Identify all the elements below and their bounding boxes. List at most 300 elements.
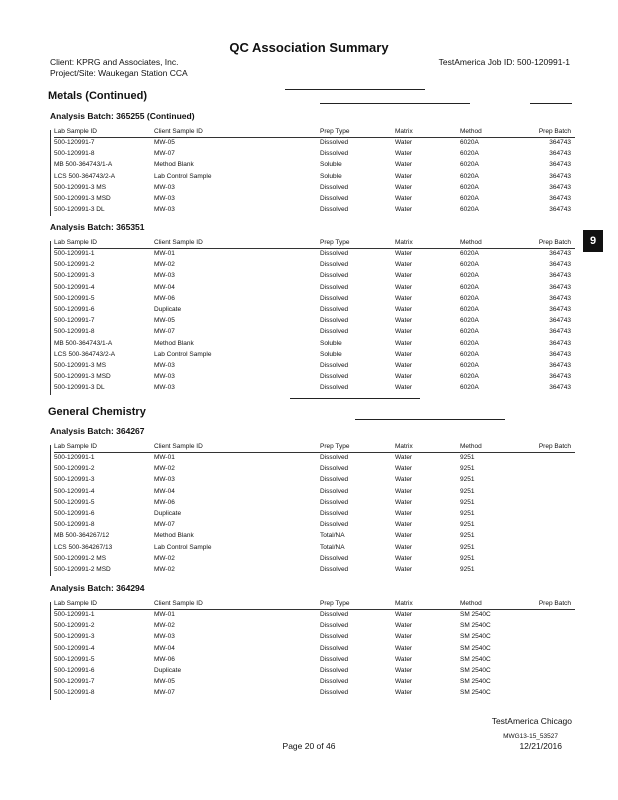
section-title-general-chemistry: General Chemistry (48, 406, 146, 418)
page-title: QC Association Summary (229, 40, 389, 55)
page-number: Page 20 of 46 (282, 741, 336, 751)
cell-prep-type: Soluble (320, 172, 342, 180)
cell-prep-batch: 364743 (549, 294, 571, 302)
cell-client-sample-id: Method Blank (154, 339, 194, 347)
cell-lab-sample-id: 500-120991-4 (54, 487, 95, 495)
column-header-lab-sample-id: Lab Sample ID (54, 239, 97, 246)
cell-method: 9251 (460, 543, 475, 551)
cell-prep-type: Dissolved (320, 328, 349, 336)
cell-matrix: Water (395, 678, 413, 686)
cell-prep-batch: 364743 (549, 150, 571, 158)
column-header-prep-type: Prep Type (320, 128, 350, 135)
column-header-matrix: Matrix (395, 239, 413, 246)
table-row (50, 543, 575, 554)
cell-client-sample-id: Duplicate (154, 509, 182, 517)
table-row (50, 138, 575, 149)
cell-lab-sample-id: 500-120991-4 (54, 644, 95, 652)
cell-prep-type: Dissolved (320, 498, 349, 506)
cell-method: SM 2540C (460, 666, 491, 674)
client-name: Client: KPRG and Associates, Inc. (50, 57, 179, 67)
batch-title: Analysis Batch: 365255 (Continued) (50, 111, 195, 121)
cell-lab-sample-id: 500-120991-3 (54, 476, 95, 484)
cell-method: 6020A (460, 305, 479, 313)
qc-table (50, 442, 575, 576)
table-row (50, 666, 575, 677)
table-row (50, 316, 575, 327)
cell-client-sample-id: MW-03 (154, 476, 175, 484)
cell-method: SM 2540C (460, 644, 491, 652)
column-header-matrix: Matrix (395, 128, 413, 135)
cell-matrix: Water (395, 633, 413, 641)
table-row (50, 688, 575, 699)
cell-matrix: Water (395, 139, 413, 146)
cell-method: 9251 (460, 509, 475, 517)
cell-prep-batch: 364743 (549, 139, 571, 146)
cell-prep-type: Dissolved (320, 261, 349, 269)
cell-matrix: Water (395, 183, 413, 191)
batch-title: Analysis Batch: 365351 (50, 222, 145, 232)
cell-method: 6020A (460, 339, 479, 347)
cell-client-sample-id: Lab Control Sample (154, 172, 212, 180)
cell-method: 6020A (460, 172, 479, 180)
cell-client-sample-id: MW-02 (154, 554, 175, 562)
cell-method: 6020A (460, 361, 479, 369)
cell-prep-batch: 364743 (549, 317, 571, 325)
column-header-prep-type: Prep Type (320, 239, 350, 246)
cell-client-sample-id: MW-02 (154, 565, 175, 573)
table-row (50, 475, 575, 486)
column-header-matrix: Matrix (395, 600, 413, 607)
cell-matrix: Water (395, 622, 413, 630)
cell-prep-batch: 364743 (549, 361, 571, 369)
cell-client-sample-id: MW-03 (154, 183, 175, 191)
cell-matrix: Water (395, 644, 413, 652)
cell-lab-sample-id: 500-120991-8 (54, 521, 95, 529)
cell-method: SM 2540C (460, 611, 491, 618)
table-row (50, 361, 575, 372)
cell-method: SM 2540C (460, 622, 491, 630)
cell-lab-sample-id: 500-120991-1 (54, 250, 95, 257)
table-bracket (50, 602, 51, 700)
table-row (50, 610, 575, 621)
cell-prep-type: Dissolved (320, 384, 349, 392)
cell-matrix: Water (395, 554, 413, 562)
cell-prep-type: Dissolved (320, 272, 349, 280)
table-row (50, 205, 575, 216)
cell-matrix: Water (395, 543, 413, 551)
table-row (50, 183, 575, 194)
column-header-prep-batch: Prep Batch (538, 239, 571, 246)
cell-matrix: Water (395, 689, 413, 697)
cell-prep-type: Dissolved (320, 509, 349, 517)
cell-method: 6020A (460, 373, 479, 381)
cell-matrix: Water (395, 206, 413, 214)
table-header (50, 127, 575, 138)
table-row (50, 372, 575, 383)
table-row (50, 498, 575, 509)
cell-prep-batch: 364743 (549, 161, 571, 169)
cell-prep-type: Dissolved (320, 206, 349, 214)
cell-prep-type: Dissolved (320, 150, 349, 158)
cell-matrix: Water (395, 350, 413, 358)
cell-method: 6020A (460, 139, 479, 146)
cell-matrix: Water (395, 565, 413, 573)
table-row (50, 283, 575, 294)
cell-client-sample-id: MW-02 (154, 622, 175, 630)
cell-matrix: Water (395, 611, 413, 618)
cell-client-sample-id: MW-07 (154, 689, 175, 697)
cell-method: 6020A (460, 350, 479, 358)
cell-lab-sample-id: 500-120991-7 (54, 678, 95, 686)
cell-lab-sample-id: 500-120991-3 (54, 633, 95, 641)
table-row (50, 383, 575, 394)
cell-lab-sample-id: LCS 500-364743/2-A (54, 172, 116, 180)
cell-lab-sample-id: 500-120991-2 MSD (54, 565, 111, 573)
cell-lab-sample-id: 500-120991-7 (54, 317, 95, 325)
table-header (50, 442, 575, 453)
cell-prep-batch: 364743 (549, 373, 571, 381)
cell-prep-type: Dissolved (320, 666, 349, 674)
table-row (50, 520, 575, 531)
cell-matrix: Water (395, 532, 413, 540)
cell-prep-type: Dissolved (320, 678, 349, 686)
cell-matrix: Water (395, 476, 413, 484)
cell-lab-sample-id: 500-120991-3 (54, 272, 95, 280)
cell-client-sample-id: MW-05 (154, 678, 175, 686)
cell-matrix: Water (395, 272, 413, 280)
cell-lab-sample-id: 500-120991-8 (54, 328, 95, 336)
section-rule (320, 103, 470, 104)
section-rule (530, 103, 572, 104)
cell-client-sample-id: MW-03 (154, 272, 175, 280)
cell-client-sample-id: MW-05 (154, 139, 175, 146)
table-row (50, 327, 575, 338)
cell-lab-sample-id: 500-120991-2 (54, 622, 95, 630)
cell-client-sample-id: MW-07 (154, 328, 175, 336)
cell-prep-type: Soluble (320, 161, 342, 169)
batch-title: Analysis Batch: 364294 (50, 583, 145, 593)
cell-method: 6020A (460, 250, 479, 257)
cell-prep-batch: 364743 (549, 250, 571, 257)
column-header-lab-sample-id: Lab Sample ID (54, 443, 97, 450)
cell-client-sample-id: MW-02 (154, 261, 175, 269)
table-row (50, 531, 575, 542)
cell-prep-type: Soluble (320, 350, 342, 358)
cell-lab-sample-id: MB 500-364267/12 (54, 532, 110, 540)
column-header-prep-type: Prep Type (320, 600, 350, 607)
cell-prep-type: Dissolved (320, 361, 349, 369)
cell-matrix: Water (395, 655, 413, 663)
cell-client-sample-id: MW-06 (154, 498, 175, 506)
cell-method: 6020A (460, 206, 479, 214)
column-header-method: Method (460, 239, 482, 246)
column-header-prep-batch: Prep Batch (538, 600, 571, 607)
cell-prep-type: Dissolved (320, 183, 349, 191)
cell-prep-type: Dissolved (320, 250, 349, 257)
column-header-prep-batch: Prep Batch (538, 128, 571, 135)
cell-prep-type: Dissolved (320, 644, 349, 652)
cell-lab-sample-id: 500-120991-3 MS (54, 361, 107, 369)
cell-lab-sample-id: MB 500-364743/1-A (54, 161, 113, 169)
cell-client-sample-id: Duplicate (154, 666, 182, 674)
cell-prep-type: Dissolved (320, 454, 349, 461)
cell-lab-sample-id: 500-120991-4 (54, 283, 95, 291)
table-row (50, 294, 575, 305)
cell-method: 6020A (460, 317, 479, 325)
table-row (50, 554, 575, 565)
qc-table (50, 599, 575, 700)
column-header-client-sample-id: Client Sample ID (154, 443, 203, 450)
cell-prep-type: Total/NA (320, 543, 345, 551)
cell-prep-type: Dissolved (320, 611, 349, 618)
table-row (50, 249, 575, 260)
cell-prep-batch: 364743 (549, 283, 571, 291)
footer-lab-name: TestAmerica Chicago (491, 716, 572, 726)
cell-prep-batch: 364743 (549, 183, 571, 191)
cell-method: 6020A (460, 328, 479, 336)
table-row (50, 260, 575, 271)
table-row (50, 350, 575, 361)
cell-lab-sample-id: 500-120991-5 (54, 294, 95, 302)
cell-matrix: Water (395, 172, 413, 180)
cell-prep-type: Dissolved (320, 465, 349, 473)
cell-client-sample-id: MW-03 (154, 361, 175, 369)
table-row (50, 655, 575, 666)
table-row (50, 565, 575, 576)
cell-prep-batch: 364743 (549, 261, 571, 269)
cell-method: 9251 (460, 454, 475, 461)
qc-table (50, 127, 575, 216)
cell-prep-type: Dissolved (320, 283, 349, 291)
cell-matrix: Water (395, 194, 413, 202)
cell-prep-type: Dissolved (320, 689, 349, 697)
cell-method: 9251 (460, 565, 475, 573)
table-row (50, 677, 575, 688)
footer-date: 12/21/2016 (519, 741, 562, 751)
cell-client-sample-id: MW-04 (154, 487, 175, 495)
cell-lab-sample-id: 500-120991-2 MS (54, 554, 107, 562)
column-header-lab-sample-id: Lab Sample ID (54, 600, 97, 607)
cell-client-sample-id: MW-06 (154, 655, 175, 663)
cell-lab-sample-id: 500-120991-2 (54, 465, 95, 473)
table-bracket (50, 130, 51, 216)
table-header (50, 238, 575, 249)
cell-prep-type: Dissolved (320, 487, 349, 495)
cell-client-sample-id: Lab Control Sample (154, 543, 212, 551)
cell-matrix: Water (395, 328, 413, 336)
cell-client-sample-id: Method Blank (154, 532, 194, 540)
cell-client-sample-id: Method Blank (154, 161, 194, 169)
cell-client-sample-id: MW-07 (154, 150, 175, 158)
cell-client-sample-id: MW-07 (154, 521, 175, 529)
cell-prep-type: Dissolved (320, 305, 349, 313)
cell-matrix: Water (395, 250, 413, 257)
table-row (50, 453, 575, 464)
cell-matrix: Water (395, 361, 413, 369)
cell-matrix: Water (395, 373, 413, 381)
cell-client-sample-id: MW-06 (154, 294, 175, 302)
cell-lab-sample-id: 500-120991-3 MSD (54, 194, 111, 202)
column-header-method: Method (460, 600, 482, 607)
cell-lab-sample-id: 500-120991-3 MS (54, 183, 107, 191)
cell-matrix: Water (395, 161, 413, 169)
qc-table (50, 238, 575, 394)
cell-lab-sample-id: 500-120991-1 (54, 611, 95, 618)
header-rule (285, 89, 425, 90)
cell-lab-sample-id: 500-120991-5 (54, 498, 95, 506)
cell-prep-batch: 364743 (549, 272, 571, 280)
cell-client-sample-id: Duplicate (154, 305, 182, 313)
table-row (50, 271, 575, 282)
table-row (50, 621, 575, 632)
cell-matrix: Water (395, 339, 413, 347)
table-row (50, 305, 575, 316)
column-header-method: Method (460, 443, 482, 450)
cell-lab-sample-id: 500-120991-1 (54, 454, 95, 461)
column-header-prep-batch: Prep Batch (538, 443, 571, 450)
cell-method: 6020A (460, 194, 479, 202)
column-header-lab-sample-id: Lab Sample ID (54, 128, 97, 135)
table-row (50, 194, 575, 205)
cell-matrix: Water (395, 666, 413, 674)
cell-lab-sample-id: 500-120991-5 (54, 655, 95, 663)
cell-client-sample-id: Lab Control Sample (154, 350, 212, 358)
footer-document-code: MWG13-15_53527 (503, 733, 558, 740)
cell-method: SM 2540C (460, 689, 491, 697)
cell-prep-type: Total/NA (320, 532, 345, 540)
cell-prep-batch: 364743 (549, 328, 571, 336)
cell-matrix: Water (395, 294, 413, 302)
cell-prep-type: Dissolved (320, 194, 349, 202)
cell-method: 9251 (460, 487, 475, 495)
cell-method: 6020A (460, 150, 479, 158)
cell-lab-sample-id: 500-120991-8 (54, 150, 95, 158)
cell-lab-sample-id: 500-120991-6 (54, 509, 95, 517)
cell-matrix: Water (395, 454, 413, 461)
cell-client-sample-id: MW-03 (154, 194, 175, 202)
cell-lab-sample-id: 500-120991-6 (54, 305, 95, 313)
cell-method: 9251 (460, 554, 475, 562)
project-site: Project/Site: Waukegan Station CCA (50, 68, 188, 78)
cell-prep-type: Dissolved (320, 317, 349, 325)
column-header-client-sample-id: Client Sample ID (154, 600, 203, 607)
cell-method: 9251 (460, 498, 475, 506)
section-rule (355, 419, 505, 420)
table-bracket (50, 241, 51, 395)
column-header-client-sample-id: Client Sample ID (154, 239, 203, 246)
table-row (50, 339, 575, 350)
cell-method: 9251 (460, 532, 475, 540)
cell-prep-type: Dissolved (320, 139, 349, 146)
cell-method: 6020A (460, 272, 479, 280)
cell-lab-sample-id: 500-120991-7 (54, 139, 95, 146)
cell-prep-batch: 364743 (549, 350, 571, 358)
cell-method: 6020A (460, 161, 479, 169)
column-header-client-sample-id: Client Sample ID (154, 128, 203, 135)
cell-prep-batch: 364743 (549, 194, 571, 202)
cell-prep-type: Dissolved (320, 554, 349, 562)
cell-lab-sample-id: 500-120991-6 (54, 666, 95, 674)
section-tab-marker: 9 (583, 230, 603, 252)
cell-client-sample-id: MW-05 (154, 317, 175, 325)
cell-matrix: Water (395, 261, 413, 269)
column-header-matrix: Matrix (395, 443, 413, 450)
table-row (50, 632, 575, 643)
section-rule (290, 398, 420, 399)
cell-matrix: Water (395, 487, 413, 495)
client-info (50, 57, 188, 79)
cell-client-sample-id: MW-03 (154, 206, 175, 214)
job-id: TestAmerica Job ID: 500-120991-1 (438, 57, 570, 67)
section-title-metals: Metals (Continued) (48, 90, 147, 102)
cell-client-sample-id: MW-01 (154, 454, 175, 461)
cell-matrix: Water (395, 150, 413, 158)
cell-method: 6020A (460, 283, 479, 291)
cell-client-sample-id: MW-03 (154, 384, 175, 392)
cell-method: 9251 (460, 476, 475, 484)
cell-method: 6020A (460, 384, 479, 392)
cell-method: 9251 (460, 465, 475, 473)
cell-client-sample-id: MW-04 (154, 644, 175, 652)
cell-client-sample-id: MW-02 (154, 465, 175, 473)
cell-prep-type: Dissolved (320, 655, 349, 663)
cell-prep-batch: 364743 (549, 339, 571, 347)
cell-prep-type: Dissolved (320, 476, 349, 484)
cell-matrix: Water (395, 283, 413, 291)
cell-lab-sample-id: 500-120991-3 MSD (54, 373, 111, 381)
batch-title: Analysis Batch: 364267 (50, 426, 145, 436)
cell-client-sample-id: MW-01 (154, 250, 175, 257)
table-bracket (50, 445, 51, 576)
cell-lab-sample-id: LCS 500-364743/2-A (54, 350, 116, 358)
cell-lab-sample-id: 500-120991-3 DL (54, 206, 105, 214)
cell-prep-type: Dissolved (320, 373, 349, 381)
cell-matrix: Water (395, 509, 413, 517)
table-row (50, 487, 575, 498)
cell-prep-type: Soluble (320, 339, 342, 347)
table-row (50, 149, 575, 160)
cell-prep-batch: 364743 (549, 206, 571, 214)
cell-matrix: Water (395, 521, 413, 529)
cell-client-sample-id: MW-03 (154, 373, 175, 381)
cell-method: SM 2540C (460, 633, 491, 641)
column-header-prep-type: Prep Type (320, 443, 350, 450)
cell-client-sample-id: MW-01 (154, 611, 175, 618)
cell-prep-type: Dissolved (320, 633, 349, 641)
table-row (50, 160, 575, 171)
cell-client-sample-id: MW-03 (154, 633, 175, 641)
cell-prep-batch: 364743 (549, 172, 571, 180)
cell-method: SM 2540C (460, 678, 491, 686)
cell-method: 6020A (460, 261, 479, 269)
cell-lab-sample-id: 500-120991-8 (54, 689, 95, 697)
cell-method: 6020A (460, 183, 479, 191)
cell-matrix: Water (395, 317, 413, 325)
table-row (50, 464, 575, 475)
cell-method: 6020A (460, 294, 479, 302)
cell-matrix: Water (395, 465, 413, 473)
cell-prep-type: Dissolved (320, 622, 349, 630)
cell-lab-sample-id: LCS 500-364267/13 (54, 543, 113, 551)
table-row (50, 644, 575, 655)
cell-prep-type: Dissolved (320, 294, 349, 302)
cell-lab-sample-id: 500-120991-3 DL (54, 384, 105, 392)
column-header-method: Method (460, 128, 482, 135)
table-header (50, 599, 575, 610)
table-row (50, 509, 575, 520)
cell-prep-type: Dissolved (320, 521, 349, 529)
cell-lab-sample-id: 500-120991-2 (54, 261, 95, 269)
